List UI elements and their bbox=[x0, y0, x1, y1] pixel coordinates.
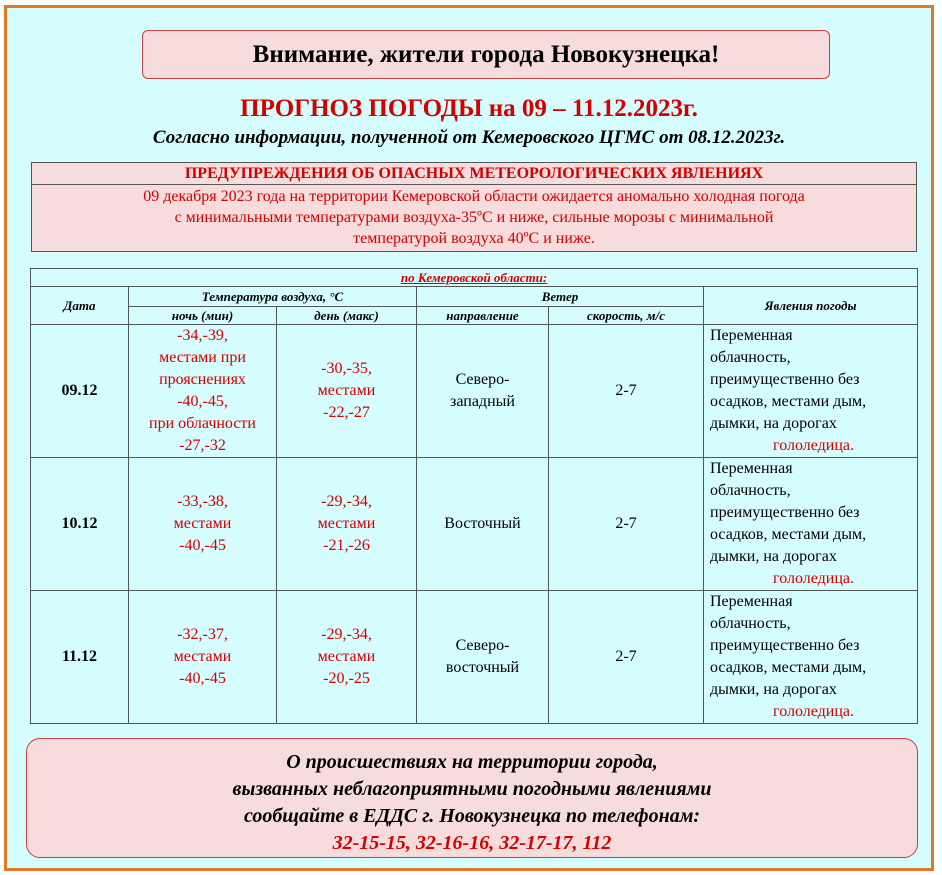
region-header: по Кемеровской области: bbox=[31, 269, 918, 287]
phenomena-line: Переменная bbox=[710, 460, 793, 477]
day-temp-line: местами bbox=[317, 648, 376, 665]
night-temp-line: -40,-45 bbox=[179, 670, 226, 687]
night-temp-line: прояснениях bbox=[159, 371, 246, 388]
night-temp-line: при облачности bbox=[149, 415, 256, 432]
night-header: ночь (мин) bbox=[129, 307, 277, 325]
day-temp-line: -20,-25 bbox=[323, 670, 370, 687]
day-temp-line: -22,-27 bbox=[323, 404, 370, 421]
night-temp-line: местами bbox=[173, 648, 232, 665]
phenomena-line: преимущественно без bbox=[710, 504, 860, 521]
night-temp-line: -27,-32 bbox=[179, 437, 226, 454]
warning-box bbox=[31, 162, 917, 252]
night-temp-line: местами bbox=[173, 515, 232, 532]
day-temp-line: местами bbox=[317, 382, 376, 399]
day-temp-line: -29,-34, bbox=[321, 626, 372, 643]
emergency-contact-box bbox=[26, 738, 918, 858]
poster-frame bbox=[4, 5, 934, 871]
day-temp-line: -29,-34, bbox=[321, 493, 372, 510]
temperature-header: Температура воздуха, °С bbox=[129, 287, 417, 307]
day-header: день (макс) bbox=[277, 307, 417, 325]
phenomena-line: дымки, на дорогах bbox=[710, 681, 837, 698]
phenomena-line: Переменная bbox=[710, 327, 793, 344]
row-date: 10.12 bbox=[31, 458, 129, 591]
direction-line: Восточный bbox=[444, 515, 521, 532]
day-temp-line: -30,-35, bbox=[321, 360, 372, 377]
night-temp-line: -33,-38, bbox=[177, 493, 228, 510]
table-row bbox=[31, 591, 918, 724]
row-wind-direction bbox=[417, 325, 549, 458]
emergency-phones: 32-15-15, 32-16-16, 32-17-17, 112 bbox=[332, 832, 612, 854]
phenomena-header: Явления погоды bbox=[704, 287, 918, 325]
date-header: Дата bbox=[31, 287, 129, 325]
row-date: 11.12 bbox=[31, 591, 129, 724]
direction-line: Северо- bbox=[455, 637, 510, 654]
night-temp-line: местами при bbox=[159, 349, 246, 366]
row-wind-direction bbox=[417, 591, 549, 724]
forecast-title: ПРОГНОЗ ПОГОДЫ на 09 – 11.12.2023г. bbox=[240, 95, 698, 122]
phenomena-line: преимущественно без bbox=[710, 637, 860, 654]
day-temp-line: местами bbox=[317, 515, 376, 532]
table-row bbox=[31, 325, 918, 458]
phenomena-line: осадков, местами дым, bbox=[710, 526, 867, 543]
night-temp-line: -40,-45 bbox=[179, 537, 226, 554]
phenomena-line: дымки, на дорогах bbox=[710, 548, 837, 565]
direction-line: западный bbox=[450, 393, 515, 410]
row-phenomena bbox=[704, 591, 918, 724]
attention-banner bbox=[142, 30, 830, 79]
row-phenomena bbox=[704, 325, 918, 458]
phenomena-line: дымки, на дорогах bbox=[710, 415, 837, 432]
warning-line: с минимальными температурами воздуха-35ºС и ниже, сильные морозы с минимальной bbox=[174, 209, 774, 226]
row-day-temp bbox=[277, 325, 417, 458]
direction-line: Северо- bbox=[455, 371, 510, 388]
footer-line: вызванных неблагоприятными погодными явлениями bbox=[232, 778, 712, 800]
night-temp-line: -32,-37, bbox=[177, 626, 228, 643]
hazard-text: гололедица. bbox=[773, 570, 855, 587]
day-temp-line: -21,-26 bbox=[323, 537, 370, 554]
attention-title: Внимание, жители города Новокузнецка! bbox=[252, 41, 720, 68]
row-day-temp bbox=[277, 458, 417, 591]
speed-header: скорость, м/с bbox=[549, 307, 704, 325]
phenomena-line: Переменная bbox=[710, 593, 793, 610]
phenomena-line: облачность, bbox=[710, 349, 791, 366]
direction-line: восточный bbox=[445, 659, 520, 676]
row-night-temp bbox=[129, 591, 277, 724]
warning-text bbox=[32, 185, 916, 249]
warning-line: температурой воздуха 40ºС и ниже. bbox=[353, 230, 595, 247]
footer-line: О происшествиях на территории города, bbox=[286, 751, 658, 773]
row-wind-speed: 2-7 bbox=[549, 591, 704, 724]
hazard-text: гололедица. bbox=[773, 437, 855, 454]
phenomena-line: облачность, bbox=[710, 482, 791, 499]
row-day-temp bbox=[277, 591, 417, 724]
forecast-table bbox=[30, 268, 918, 724]
row-wind-direction bbox=[417, 458, 549, 591]
wind-header: Ветер bbox=[417, 287, 704, 307]
table-row bbox=[31, 458, 918, 591]
row-wind-speed: 2-7 bbox=[549, 458, 704, 591]
row-date: 09.12 bbox=[31, 325, 129, 458]
warning-line: 09 декабря 2023 года на территории Кемеровской области ожидается аномально холодная погода bbox=[143, 188, 805, 205]
night-temp-line: -34,-39, bbox=[177, 327, 228, 344]
footer-line: сообщайте в ЕДДС г. Новокузнецка по телефонам: bbox=[243, 805, 701, 827]
phenomena-line: облачность, bbox=[710, 615, 791, 632]
row-wind-speed: 2-7 bbox=[549, 325, 704, 458]
warning-title: ПРЕДУПРЕЖДЕНИЯ ОБ ОПАСНЫХ МЕТЕОРОЛОГИЧЕСКИХ ЯВЛЕНИЯХ bbox=[32, 163, 916, 185]
row-phenomena bbox=[704, 458, 918, 591]
direction-header: направление bbox=[417, 307, 549, 325]
phenomena-line: преимущественно без bbox=[710, 371, 860, 388]
forecast-source: Согласно информации, полученной от Кемеровского ЦГМС от 08.12.2023г. bbox=[152, 127, 786, 148]
hazard-text: гололедица. bbox=[773, 703, 855, 720]
phenomena-line: осадков, местами дым, bbox=[710, 659, 867, 676]
row-night-temp bbox=[129, 458, 277, 591]
row-night-temp bbox=[129, 325, 277, 458]
phenomena-line: осадков, местами дым, bbox=[710, 393, 867, 410]
night-temp-line: -40,-45, bbox=[177, 393, 228, 410]
